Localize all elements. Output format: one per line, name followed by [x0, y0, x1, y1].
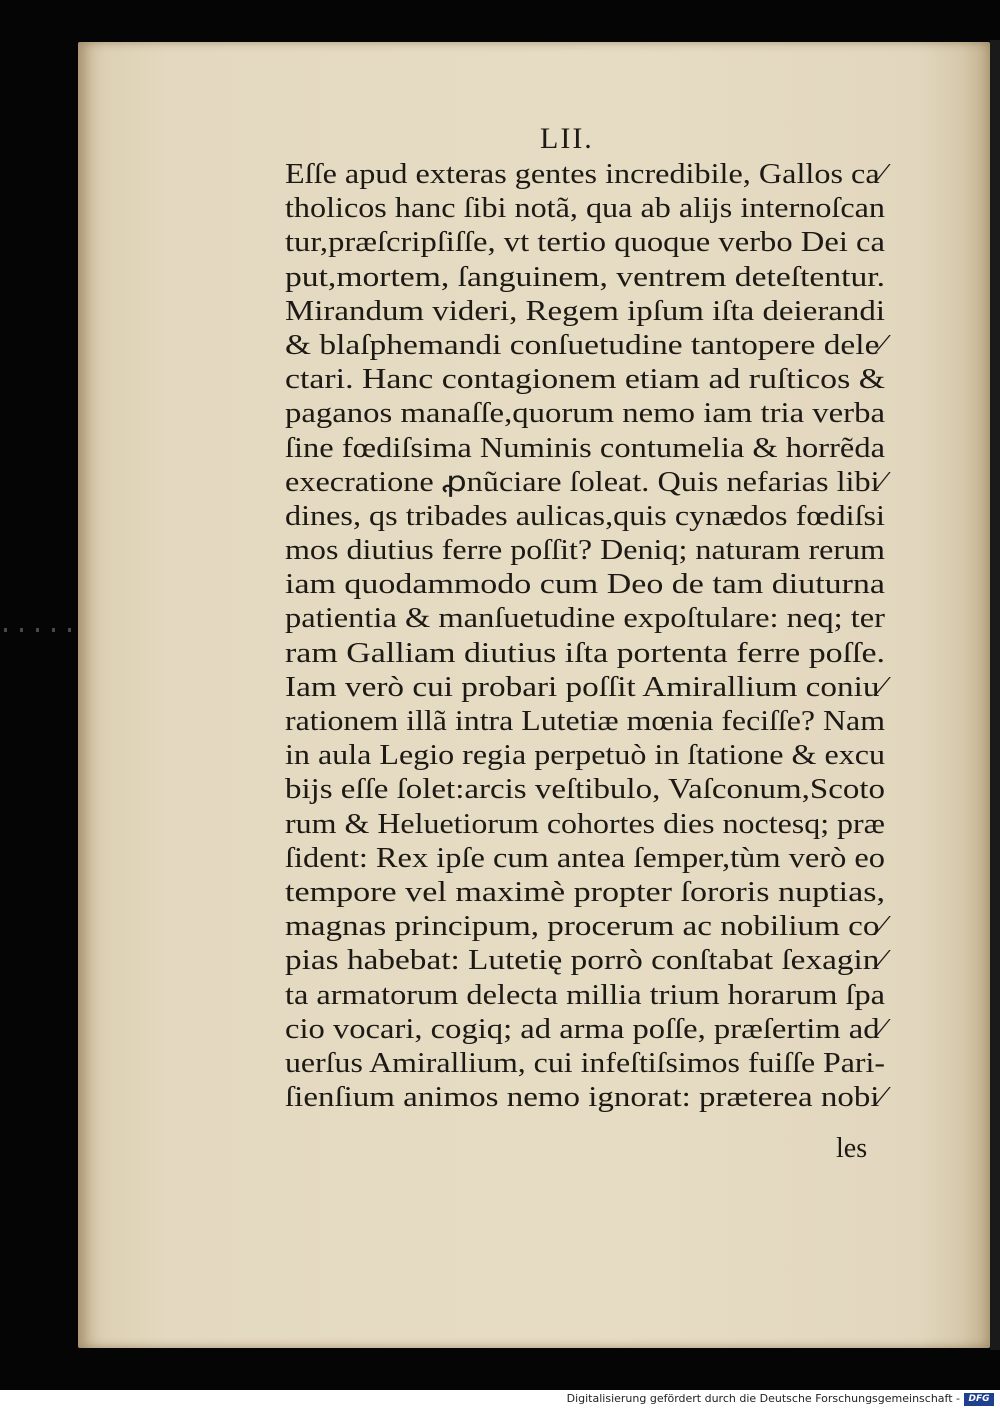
footer-credit: Digitalisierung gefördert durch die Deutsche Forschungsgemeinschaft -: [566, 1392, 960, 1405]
text-line: paganos manaſſe,quorum nemo iam tria verba: [285, 398, 885, 430]
text-line: ctari. Hanc contagionem etiam ad ruſticos &: [285, 364, 885, 396]
text-block: [285, 158, 885, 1115]
text-line: Eſſe apud exteras gentes incredibile, Gallos ca⁄: [285, 159, 885, 190]
text-line: Mirandum videri, Regem ipſum iſta deierandi: [285, 295, 885, 327]
text-line: tempore vel maximè propter ſororis nuptias,: [285, 876, 885, 908]
dfg-logo: DFG: [964, 1393, 994, 1406]
text-line: pias habebat: Lutetię porrò conſtabat ſexagin⁄: [285, 945, 885, 977]
text-line: iam quodammodo cum Deo de tam diuturna: [285, 569, 885, 601]
text-line: execratione ꝓnũciare ſoleat. Quis nefarias libi⁄: [285, 466, 885, 498]
text-line: bĳs eſſe ſolet:arcis veſtibulo, Vaſconum,Scoto: [285, 774, 885, 806]
text-line: uerſus Amirallium, cui infeſtiſsimos fuiſſe Pari-: [285, 1047, 885, 1079]
text-line: rum & Heluetiorum cohortes dies noctesq; præ: [285, 808, 885, 840]
text-line: patientia & manſuetudine expoſtulare: neq; ter: [285, 603, 885, 635]
text-line: ram Galliam diutius iſta portenta ferre poſſe.: [285, 637, 885, 669]
text-line: & blaſphemandi conſuetudine tantopere dele⁄: [285, 329, 885, 361]
folio-number: LII.: [540, 122, 594, 155]
text-line: mos diutius ferre poſſit? Deniq; naturam rerum: [285, 535, 885, 567]
text-line: ta armatorum delecta millia trium horarum ſpa: [285, 979, 885, 1011]
text-line: dines, qs tribades aulicas,quis cynædos fœdiſsi: [285, 500, 885, 532]
text-line: ſienſium animos nemo ignorat: præterea nobi⁄: [285, 1082, 885, 1114]
scan-edge: [990, 40, 1000, 1350]
text-line: ſident: Rex ipſe cum antea ſemper,tùm verò eo: [285, 842, 885, 874]
text-line: cio vocari, cogiq; ad arma poſſe, præſertim ad⁄: [285, 1013, 885, 1045]
binding-marks: [4, 628, 74, 632]
text-line: tur,præſcripſiſſe, vt tertio quoque verbo Dei ca: [285, 227, 885, 259]
text-line: Iam verò cui probari poſſit Amirallium coniu⁄: [285, 671, 885, 703]
text-line: rationem illã intra Lutetiæ mœnia feciſſe? Nam: [285, 706, 885, 737]
text-line: magnas principum, procerum ac nobilium co⁄: [285, 911, 885, 943]
text-line: in aula Legio regia perpetuò in ſtatione & excu: [285, 740, 885, 772]
catchword: les: [836, 1133, 868, 1164]
text-line: tholicos hanc ſibi notã, qua ab alĳs internoſcan: [285, 193, 885, 225]
footer-bar: [0, 1390, 1000, 1409]
text-line: put,mortem, ſanguinem, ventrem deteſtentur.: [285, 261, 885, 293]
text-line: ſine fœdiſsima Numinis contumelia & horrẽda: [285, 432, 885, 464]
